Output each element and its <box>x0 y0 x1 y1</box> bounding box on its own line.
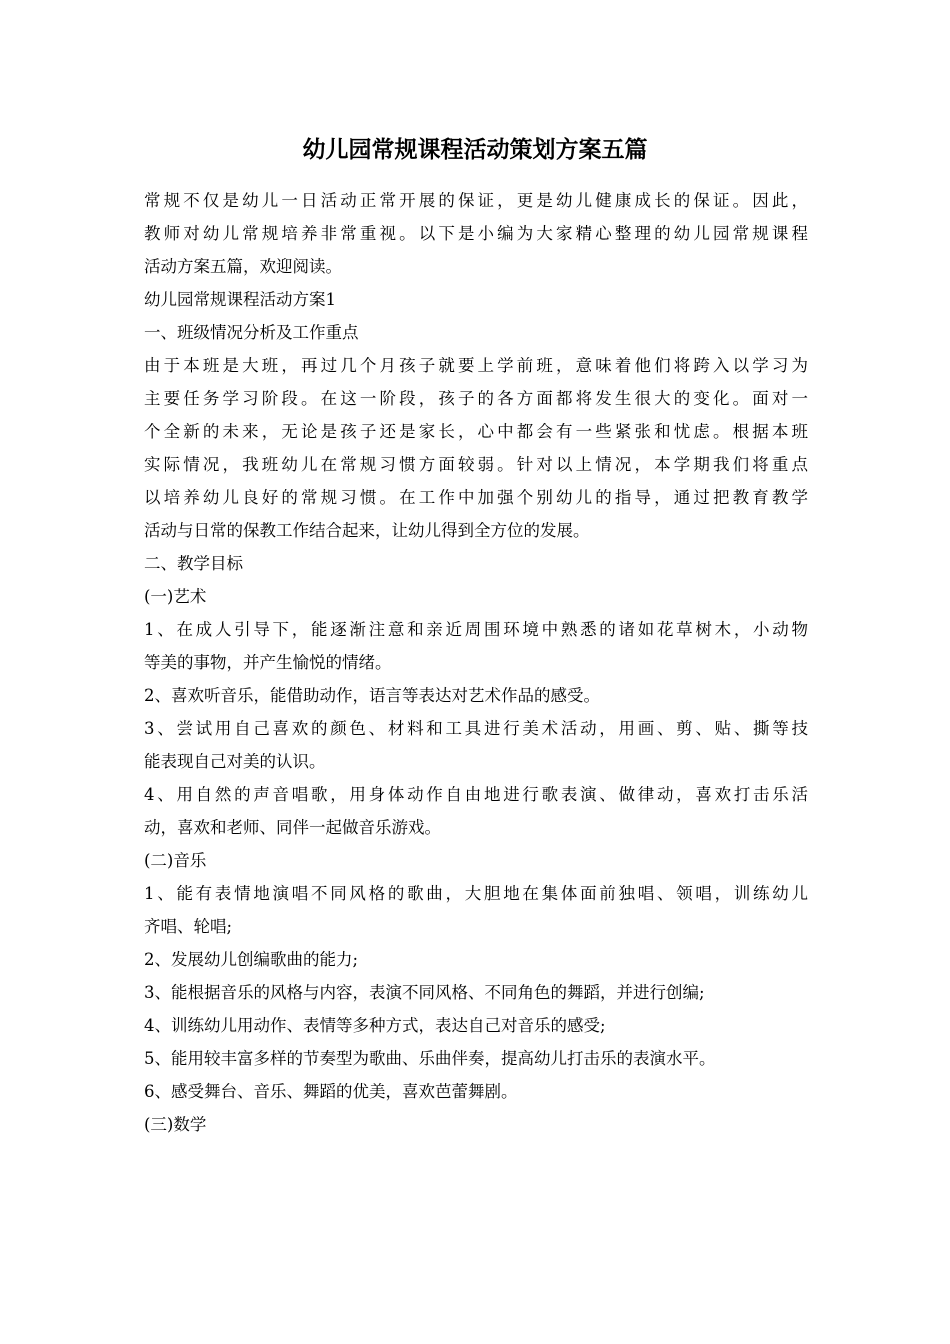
text-line: 6、感受舞台、音乐、舞蹈的优美，喜欢芭蕾舞剧。 <box>144 1082 518 1101</box>
text-line: 活动与日常的保教工作结合起来，让幼儿得到全方位的发展。 <box>144 521 590 540</box>
text-line: 2、喜欢听音乐，能借助动作，语言等表达对艺术作品的感受。 <box>144 686 600 705</box>
text-line: 4、用自然的声音唱歌，用身体动作自由地进行歌表演、做律动，喜欢打击乐活 <box>144 785 808 804</box>
text-line: (一)艺术 <box>144 587 207 606</box>
text-line: 动，喜欢和老师、同伴一起做音乐游戏。 <box>144 818 441 837</box>
text-line: 1、在成人引导下，能逐渐注意和亲近周围环境中熟悉的诸如花草树木，小动物 <box>144 620 808 639</box>
text-line: 一、班级情况分析及工作重点 <box>144 323 359 342</box>
text-line: 等美的事物，并产生愉悦的情绪。 <box>144 653 392 672</box>
text-line: 个全新的未来，无论是孩子还是家长，心中都会有一些紧张和忧虑。根据本班 <box>144 422 808 441</box>
text-line: 3、尝试用自己喜欢的颜色、材料和工具进行美术活动，用画、剪、贴、撕等技 <box>144 719 808 738</box>
text-line: 教师对幼儿常规培养非常重视。以下是小编为大家精心整理的幼儿园常规课程 <box>144 224 808 243</box>
text-line: 3、能根据音乐的风格与内容，表演不同风格、不同角色的舞蹈，并进行创编; <box>144 983 705 1002</box>
document-body <box>144 184 808 1141</box>
text-line: 齐唱、轮唱; <box>144 917 233 936</box>
text-line: 1、能有表情地演唱不同风格的歌曲，大胆地在集体面前独唱、领唱，训练幼儿 <box>144 884 808 903</box>
text-line: 二、教学目标 <box>144 554 243 573</box>
text-line: 4、训练幼儿用动作、表情等多种方式，表达自己对音乐的感受; <box>144 1016 606 1035</box>
text-line: 能表现自己对美的认识。 <box>144 752 326 771</box>
text-line: 幼儿园常规课程活动方案1 <box>144 290 336 309</box>
text-line: (三)数学 <box>144 1115 207 1134</box>
text-line: 由于本班是大班，再过几个月孩子就要上学前班，意味着他们将跨入以学习为 <box>144 356 808 375</box>
text-line: 活动方案五篇，欢迎阅读。 <box>144 257 342 276</box>
document-title: 幼儿园常规课程活动策划方案五篇 <box>302 136 648 163</box>
text-line: 主要任务学习阶段。在这一阶段，孩子的各方面都将发生很大的变化。面对一 <box>144 389 808 408</box>
text-line: 2、发展幼儿创编歌曲的能力; <box>144 950 359 969</box>
text-line: 以培养幼儿良好的常规习惯。在工作中加强个别幼儿的指导，通过把教育教学 <box>144 488 808 507</box>
text-line: 常规不仅是幼儿一日活动正常开展的保证，更是幼儿健康成长的保证。因此， <box>144 191 808 210</box>
text-line: 实际情况，我班幼儿在常规习惯方面较弱。针对以上情况，本学期我们将重点 <box>144 455 808 474</box>
text-line: (二)音乐 <box>144 851 207 870</box>
text-line: 5、能用较丰富多样的节奏型为歌曲、乐曲伴奏，提高幼儿打击乐的表演水平。 <box>144 1049 716 1068</box>
